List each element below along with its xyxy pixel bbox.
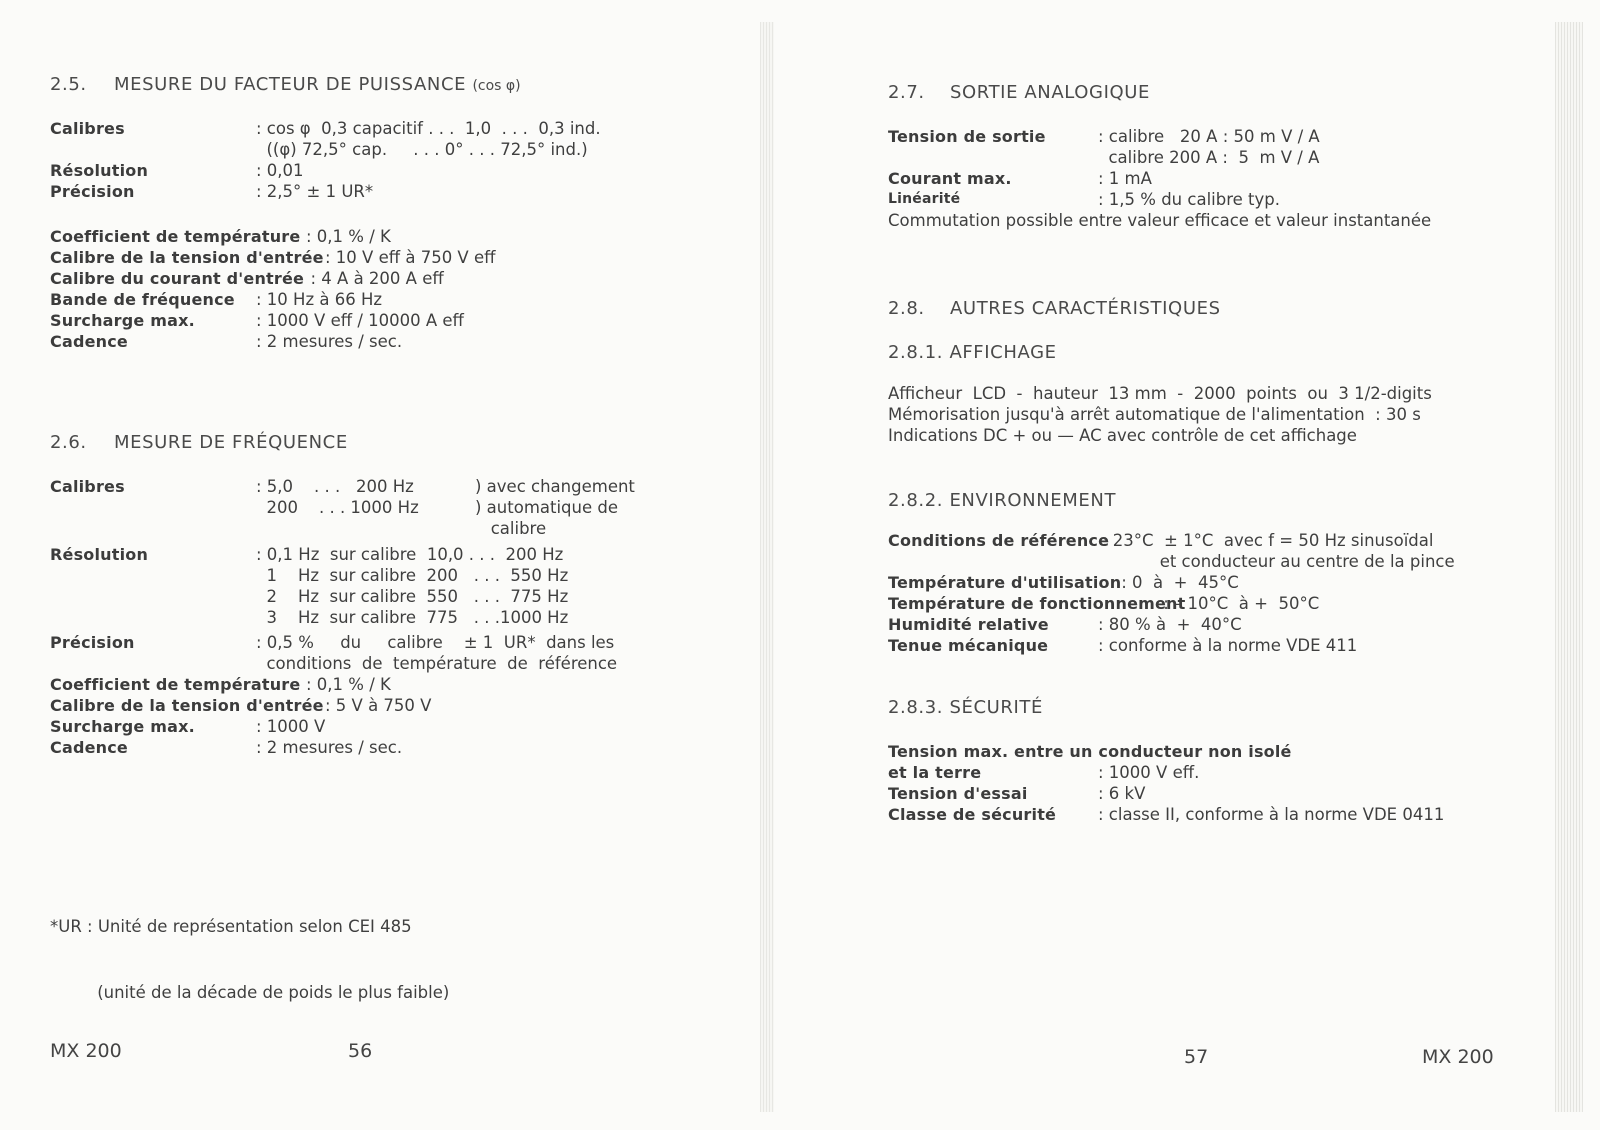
section-2-8-3-title: 2.8.3. SÉCURITÉ [888,697,1043,718]
spec-label: Résolution [50,161,149,180]
spec-label: Linéarité [888,191,961,207]
spec-value: : conforme à la norme VDE 411 [1098,636,1358,655]
spec-label: Calibre du courant d'entrée [50,269,305,288]
page-number: 56 [348,1040,373,1062]
section-2-5-title: 2.5. MESURE DU FACTEUR DE PUISSANCE (cos φ) [50,74,521,95]
spec-note: ) automatique de [475,498,619,517]
spec-label: Précision [50,633,135,652]
spec-value: : 1,5 % du calibre typ. [1098,190,1280,209]
spec-label: Précision [50,182,135,201]
spec-label: Humidité relative [888,615,1049,634]
spec-value: conditions de température de référence [256,654,618,673]
spec-label: Température d'utilisation [888,573,1122,592]
spec-label: Bande de fréquence [50,290,235,309]
section-2-8-2-title: 2.8.2. ENVIRONNEMENT [888,490,1117,511]
spec-label: Cadence [50,332,128,351]
spec-value: : 2 mesures / sec. [256,738,403,757]
spec-label: Calibre de la tension d'entrée [50,248,324,267]
spec-label: Coefficient de température [50,227,301,246]
spec-label: Calibres [50,119,125,138]
spec-label: Calibres [50,477,125,496]
spec-value: : 23°C ± 1°C avec f = 50 Hz sinusoïdal [1102,531,1434,550]
spec-value: : 10 Hz à 66 Hz [256,290,383,309]
text-line: Indications DC + ou — AC avec contrôle de cet affichage [888,426,1357,445]
spec-value: : 5,0 . . . 200 Hz [256,477,414,496]
footnote-line: *UR : Unité de représentation selon CEI 485 [50,917,412,936]
section-2-5-title-suffix: (cos φ) [472,78,521,94]
spec-label: Température de fonctionnement [888,594,1186,613]
spec-value: : 1000 V eff. [1098,763,1200,782]
text-line: Mémorisation jusqu'à arrêt automatique de l'alimentation : 30 s [888,405,1421,424]
spec-value: : calibre 20 A : 50 m V / A [1098,127,1320,146]
spec-value: : 10 V eff à 750 V eff [325,248,496,267]
section-2-8-1-title: 2.8.1. AFFICHAGE [888,342,1057,363]
spec-value: : 5 V à 750 V [325,696,432,715]
spec-label: Surcharge max. [50,311,195,330]
spec-label: Tension max. entre un conducteur non isolé [888,742,1292,761]
spec-value: et conducteur au centre de la pince [1102,552,1455,571]
text-line: Afficheur LCD - hauteur 13 mm - 2000 points ou 3 1/2-digits [888,384,1432,403]
spec-label: Coefficient de température [50,675,301,694]
spec-value: 3 Hz sur calibre 775 . . .1000 Hz [256,608,569,627]
spec-value: calibre 200 A : 5 m V / A [1098,148,1320,167]
spec-label: Surcharge max. [50,717,195,736]
page-number: 57 [1184,1046,1209,1068]
spec-value: : cos φ 0,3 capacitif . . . 1,0 . . . 0,3 ind. [256,119,601,138]
spec-note: calibre [475,519,547,538]
spec-label: Calibre de la tension d'entrée [50,696,324,715]
spec-value: ((φ) 72,5° cap. . . . 0° . . . 72,5° ind.) [256,140,588,159]
spec-value: : – 10°C à + 50°C [1158,594,1320,613]
spec-value: 200 . . . 1000 Hz [256,498,419,517]
spec-value: 2 Hz sur calibre 550 . . . 775 Hz [256,587,569,606]
spec-note: ) avec changement [475,477,635,496]
spec-label: Résolution [50,545,149,564]
spec-value: : 0 à + 45°C [1116,573,1239,592]
spec-value: : 0,5 % du calibre ± 1 UR* dans les [256,633,615,652]
footnote-ur [50,872,449,1048]
spec-value: : 0,01 [256,161,304,180]
section-2-7-title: 2.7. SORTIE ANALOGIQUE [888,82,1151,103]
footer-model: MX 200 [1422,1046,1494,1068]
spec-label: Tension d'essai [888,784,1028,803]
spec-value: : 0,1 Hz sur calibre 10,0 . . . 200 Hz [256,545,564,564]
spec-label: Courant max. [888,169,1012,188]
spec-value: 1 Hz sur calibre 200 . . . 550 Hz [256,566,569,585]
book-spine [760,22,774,1112]
spec-label: Tension de sortie [888,127,1046,146]
spec-value: : 1 mA [1098,169,1152,188]
spec-label: Tenue mécanique [888,636,1049,655]
footer-model: MX 200 [50,1040,122,1062]
spec-value: : 2,5° ± 1 UR* [256,182,374,201]
spec-label: et la terre [888,763,982,782]
spec-value: : 80 % à + 40°C [1098,615,1242,634]
spec-value: : 4 A à 200 A eff [300,269,444,288]
footnote-line: (unité de la décade de poids le plus faible) [50,983,450,1002]
section-2-8-title: 2.8. AUTRES CARACTÉRISTIQUES [888,298,1221,319]
spec-value: : 0,1 % / K [306,227,391,246]
section-2-6-title: 2.6. MESURE DE FRÉQUENCE [50,432,348,453]
spec-label: Conditions de référence [888,531,1110,550]
spec-value: : 1000 V [256,717,326,736]
spec-value: : 0,1 % / K [306,675,391,694]
spec-value: : 2 mesures / sec. [256,332,403,351]
spec-value: : 6 kV [1098,784,1146,803]
spec-value: : classe II, conforme à la norme VDE 0411 [1098,805,1445,824]
spec-label: Classe de sécurité [888,805,1057,824]
spec-label: Cadence [50,738,128,757]
spec-line: Commutation possible entre valeur efficace et valeur instantanée [888,211,1432,230]
page-edge [1555,22,1583,1112]
spec-value: : 1000 V eff / 10000 A eff [256,311,464,330]
